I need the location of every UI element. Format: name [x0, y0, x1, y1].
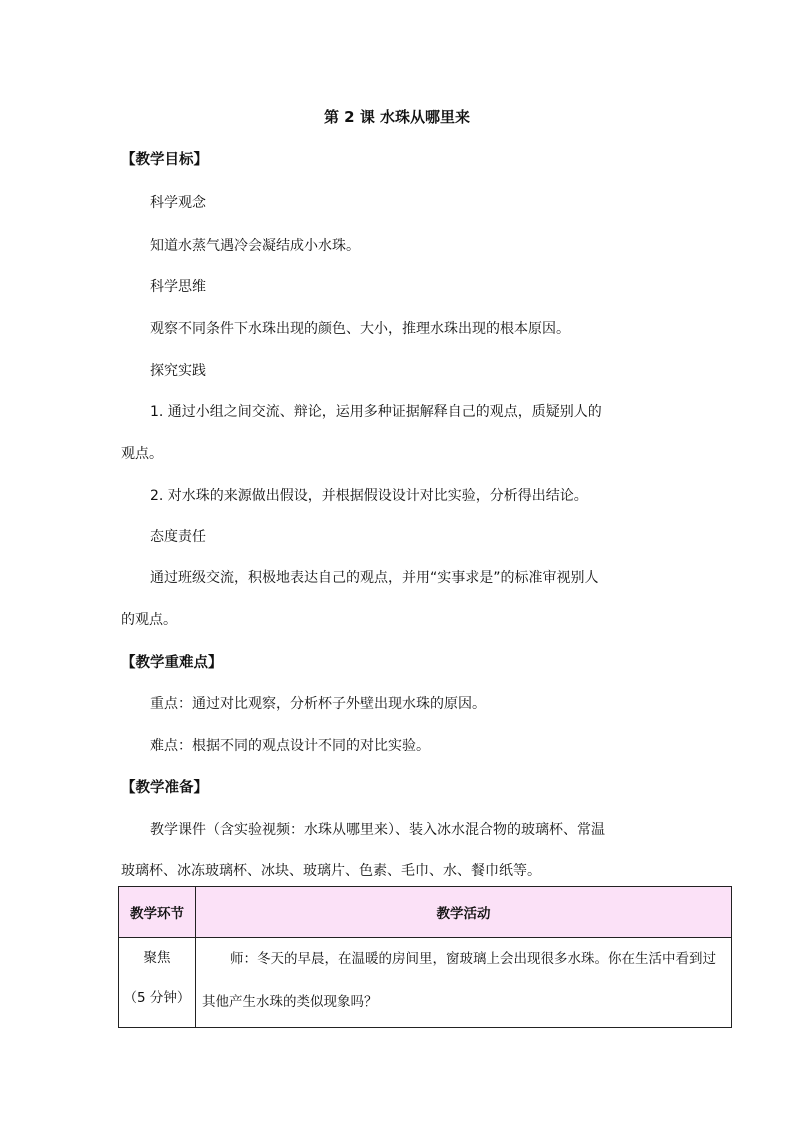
header-stage: 教学环节 [119, 887, 196, 938]
practice-item2: 2. 对水珠的来源做出假设，并根据假设设计对比实验，分析得出结论。 [150, 488, 588, 504]
stage-name: 聚焦 [143, 950, 171, 966]
key-point-text: 重点：通过对比观察，分析杯子外壁出现水珠的原因。 [150, 696, 486, 712]
stage-duration: （5 分钟） [123, 990, 191, 1006]
difficult-point-text: 难点：根据不同的观点设计不同的对比实验。 [150, 738, 430, 754]
practice-item1-line2: 观点。 [121, 446, 163, 462]
objectives-heading: 【教学目标】 [121, 152, 208, 168]
header-activity: 教学活动 [196, 887, 732, 938]
preparation-line1: 教学课件（含实验视频：水珠从哪里来）、装入冰水混合物的玻璃杯、常温 [150, 822, 605, 838]
attitude-line2: 的观点。 [121, 612, 177, 628]
practice-label: 探究实践 [150, 363, 206, 379]
science-concept-text: 知道水蒸气遇冷会凝结成小水珠。 [150, 238, 360, 254]
science-thinking-label: 科学思维 [150, 279, 206, 295]
attitude-label: 态度责任 [150, 529, 206, 545]
lesson-title: 第 2 课 水珠从哪里来 [323, 108, 471, 126]
science-thinking-text: 观察不同条件下水珠出现的颜色、大小，推理水珠出现的根本原因。 [150, 321, 570, 337]
table-row [119, 938, 732, 1028]
table-header-row [119, 887, 732, 938]
attitude-line1: 通过班级交流，积极地表达自己的观点，并用“实事求是”的标准审视别人 [150, 570, 599, 586]
preparation-heading: 【教学准备】 [121, 780, 208, 796]
science-concept-label: 科学观念 [150, 195, 206, 211]
practice-item1-line1: 1. 通过小组之间交流、辩论，运用多种证据解释自己的观点，质疑别人的 [150, 404, 602, 420]
activity-cell: 师：冬天的早晨，在温暖的房间里，窗玻璃上会出现很多水珠。你在生活中看到过其他产生水珠的类似现象吗？ [196, 938, 732, 1028]
lesson-table [118, 886, 732, 1028]
preparation-line2: 玻璃杯、冰冻玻璃杯、冰块、玻璃片、色素、毛巾、水、餐巾纸等。 [121, 863, 541, 879]
key-points-heading: 【教学重难点】 [121, 655, 223, 671]
stage-cell [119, 938, 196, 1028]
